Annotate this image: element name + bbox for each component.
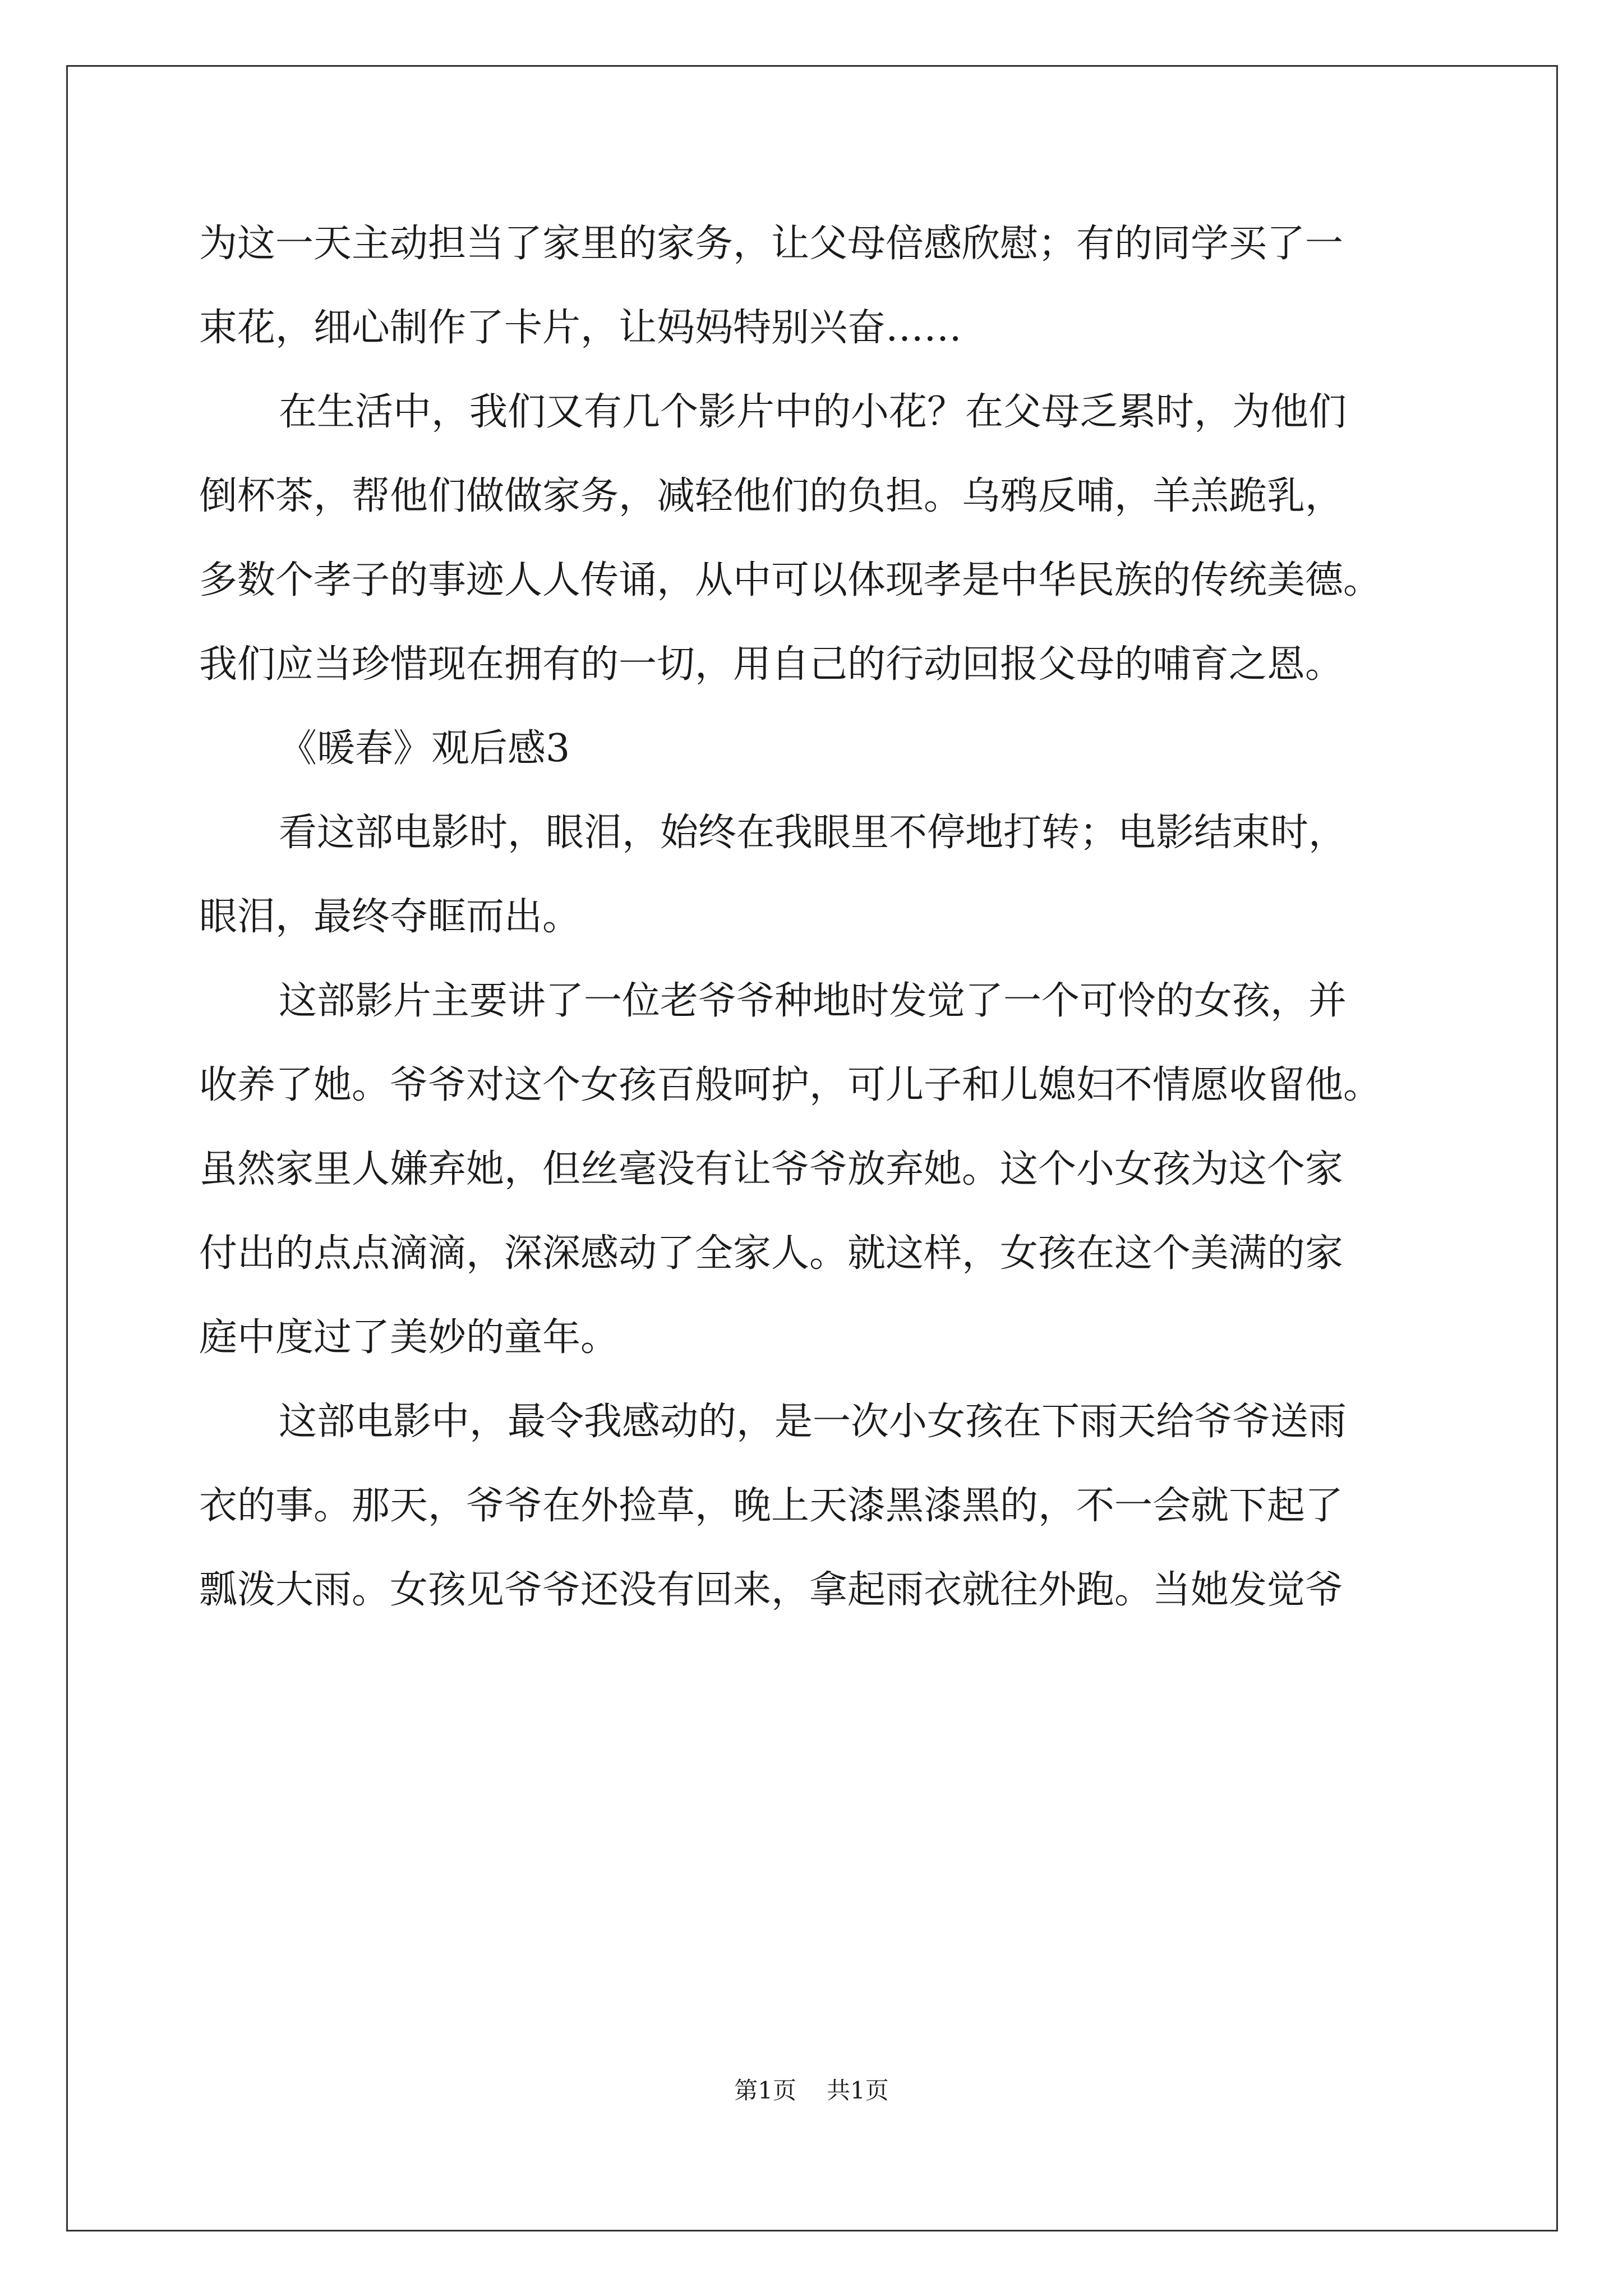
text-line: 瓢泼大雨。女孩见爷爷还没有回来，拿起雨衣就往外跑。当她发觉爷: [199, 1568, 1344, 1612]
text-line: 在生活中，我们又有几个影片中的小花？在父母乏累时，为他们: [279, 390, 1347, 434]
page-number: 第1页: [734, 2077, 796, 2104]
text-line: 付出的点点滴滴，深深感动了全家人。就这样，女孩在这个美满的家: [199, 1231, 1344, 1276]
text-line: 衣的事。那天，爷爷在外捡草，晚上天漆黑漆黑的，不一会就下起了: [199, 1484, 1344, 1528]
text-line: 倒杯茶，帮他们做做家务，减轻他们的负担。乌鸦反哺，羊羔跪乳，: [199, 474, 1344, 518]
text-line: 这部影片主要讲了一位老爷爷种地时发觉了一个可怜的女孩，并: [279, 979, 1347, 1023]
page-total: 共1页: [827, 2077, 889, 2104]
page-footer: [0, 2074, 1623, 2108]
text-line: 这部电影中，最令我感动的，是一次小女孩在下雨天给爷爷送雨: [279, 1400, 1347, 1444]
text-line: 为这一天主动担当了家里的家务，让父母倍感欣慰；有的同学买了一: [199, 222, 1344, 266]
text-line: 多数个孝子的事迹人人传诵，从中可以体现孝是中华民族的传统美德。: [199, 558, 1382, 602]
text-line: 眼泪，最终夺眶而出。: [199, 895, 581, 939]
text-line: 收养了她。爷爷对这个女孩百般呵护，可儿子和儿媳妇不情愿收留他。: [199, 1063, 1382, 1107]
section-heading: 《暖春》观后感3: [279, 726, 570, 771]
text-line: 虽然家里人嫌弃她，但丝毫没有让爷爷放弃她。这个小女孩为这个家: [199, 1147, 1344, 1191]
text-line: 我们应当珍惜现在拥有的一切，用自己的行动回报父母的哺育之恩。: [199, 642, 1344, 687]
text-line: 看这部电影时，眼泪，始终在我眼里不停地打转；电影结束时，: [279, 811, 1347, 855]
text-line: 束花，细心制作了卡片，让妈妈特别兴奋……: [199, 306, 962, 350]
text-line: 庭中度过了美妙的童年。: [199, 1315, 619, 1360]
document-body: [199, 202, 1422, 1632]
